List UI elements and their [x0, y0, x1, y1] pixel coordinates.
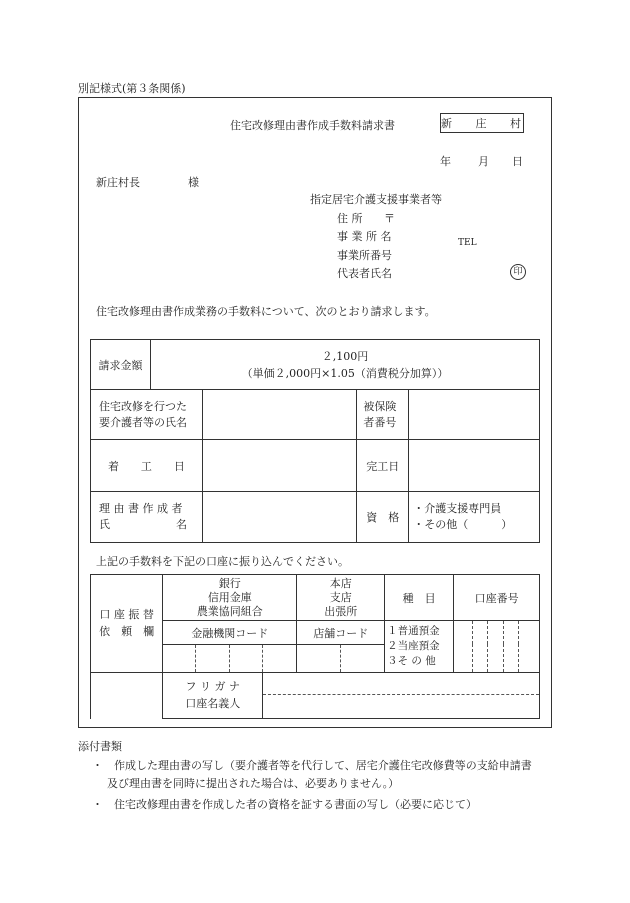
kind-other[interactable]: ３そ の 他 — [387, 654, 436, 667]
start-date-field[interactable] — [202, 440, 356, 492]
representative-label: 代表者氏名 — [337, 267, 392, 280]
person-label-2: 要介護者等の氏名 — [99, 415, 187, 429]
account-digit-5[interactable] — [519, 621, 540, 673]
qualification-options[interactable] — [409, 492, 540, 543]
author-label-cell — [91, 492, 203, 543]
inst-code-digit-1[interactable] — [163, 644, 196, 672]
account-digit-3[interactable] — [488, 621, 503, 673]
office-number-label: 事業所番号 — [337, 249, 392, 262]
person-label-cell — [91, 390, 203, 440]
form-reference: 別記様式(第３条関係) — [78, 82, 186, 95]
account-digit-4[interactable] — [503, 621, 518, 673]
insured-label-1: 被保険 — [363, 399, 397, 413]
tel-label: TEL — [458, 238, 477, 248]
furigana-label: フ リ ガ ナ — [185, 680, 241, 694]
kind-label: 種 目 — [402, 591, 436, 605]
kind-label-cell — [385, 575, 454, 621]
start-date-label: 着 工 日 — [107, 459, 185, 473]
inst-code-digit-4[interactable] — [263, 644, 297, 672]
bank-table — [90, 574, 540, 719]
account-digit-1[interactable] — [454, 621, 473, 673]
insured-label-cell — [357, 390, 409, 440]
account-digit-2[interactable] — [472, 621, 487, 673]
applicant-heading: 指定居宅介護支援事業者等 — [310, 193, 442, 206]
qualification-label: 資 格 — [366, 511, 400, 524]
inst-type-credit: 信用金庫 — [207, 590, 252, 604]
author-name-field[interactable] — [202, 492, 356, 543]
form-title: 住宅改修理由書作成手数料請求書 — [230, 119, 395, 132]
amount-value: ２,100円 — [321, 349, 369, 363]
amount-value-cell — [150, 340, 539, 390]
branch-code-label-cell — [297, 621, 385, 645]
amount-label: 請求金額 — [98, 358, 143, 372]
attachment-item-1: ・ 作成した理由書の写し（要介護者等を代行して、居宅介護住宅改修費等の支給申請書 — [92, 759, 532, 772]
kind-options[interactable] — [385, 621, 454, 673]
account-no-label: 口座番号 — [474, 591, 519, 605]
branch-type-cell[interactable] — [297, 575, 385, 621]
bank-section-label-1: 口 座 振 替 — [99, 608, 154, 622]
holder-name-field[interactable] — [263, 672, 540, 718]
insured-number-field[interactable] — [409, 390, 540, 440]
person-name-field[interactable] — [202, 390, 356, 440]
inst-code-label-cell — [163, 621, 297, 645]
branch-type-sub: 出張所 — [324, 604, 358, 618]
inst-code-digit-3[interactable] — [230, 644, 263, 672]
account-no-label-cell — [454, 575, 540, 621]
bank-section-label-cell — [91, 575, 163, 673]
branch-code-label: 店舗コード — [313, 626, 369, 640]
author-label-1: 理 由 書 作 成 者 — [99, 502, 183, 515]
inst-code-digit-2[interactable] — [196, 644, 230, 672]
date-day: 日 — [512, 155, 523, 168]
address-label: 住 所 — [337, 212, 363, 225]
institution-type-cell[interactable] — [163, 575, 297, 621]
start-label-cell — [91, 440, 203, 492]
addressee-name: 新庄村長 — [96, 176, 140, 189]
inst-type-agri: 農業協同組合 — [196, 604, 263, 618]
person-label-1: 住宅改修を行つた — [99, 399, 187, 413]
attachments-heading: 添付書類 — [78, 740, 122, 753]
end-date-field[interactable] — [409, 440, 540, 492]
amount-label-cell — [91, 340, 151, 390]
qualification-option-other[interactable]: ・その他（ ） — [413, 518, 513, 531]
bank-blank-cell — [91, 672, 163, 718]
end-date-label: 完工日 — [366, 459, 400, 473]
holder-label-cell — [163, 672, 263, 718]
end-label-cell — [357, 440, 409, 492]
request-intro: 住宅改修理由書作成業務の手数料について、次のとおり請求します。 — [96, 305, 436, 318]
branch-type-branch: 支店 — [329, 590, 352, 604]
branch-code-digit-2[interactable] — [340, 644, 384, 672]
kind-current[interactable]: ２当座預金 — [387, 639, 440, 652]
bank-section-label-2: 依 頼 欄 — [99, 625, 155, 639]
inst-code-label: 金融機関コード — [191, 626, 269, 640]
claim-table — [90, 339, 540, 543]
addressee-honorific: 様 — [188, 176, 199, 189]
office-name-label: 事 業 所 名 — [337, 230, 392, 243]
author-label-2: 氏 名 — [99, 518, 187, 531]
furigana-input[interactable] — [263, 674, 539, 695]
transfer-intro: 上記の手数料を下記の口座に振り込んでください。 — [96, 555, 349, 568]
qualification-label-cell — [357, 492, 409, 543]
holder-name-input[interactable] — [263, 695, 539, 716]
seal-mark: 印 — [510, 264, 526, 280]
branch-type-main: 本店 — [329, 576, 352, 590]
branch-code-digit-1[interactable] — [297, 644, 340, 672]
holder-label: 口座名義人 — [185, 697, 241, 711]
attachment-item-1-cont: 及び理由書を同時に提出された場合は、必要ありません。） — [107, 777, 400, 790]
qualification-option-care-manager[interactable]: ・介護支援専門員 — [413, 502, 502, 515]
inst-type-bank: 銀行 — [218, 576, 241, 590]
postal-mark: 〒 — [384, 212, 395, 225]
attachment-item-2: ・ 住宅改修理由書を作成した者の資格を証する書面の写し（必要に応じて） — [92, 798, 477, 811]
date-year: 年 — [440, 155, 451, 168]
amount-note: （単価２,000円×1.05（消費税分加算）） — [241, 366, 449, 380]
date-month: 月 — [478, 155, 489, 168]
insured-label-2: 者番号 — [363, 415, 397, 429]
village-box: 新 庄 村 — [440, 113, 524, 133]
kind-ordinary[interactable]: １普通預金 — [387, 624, 440, 637]
